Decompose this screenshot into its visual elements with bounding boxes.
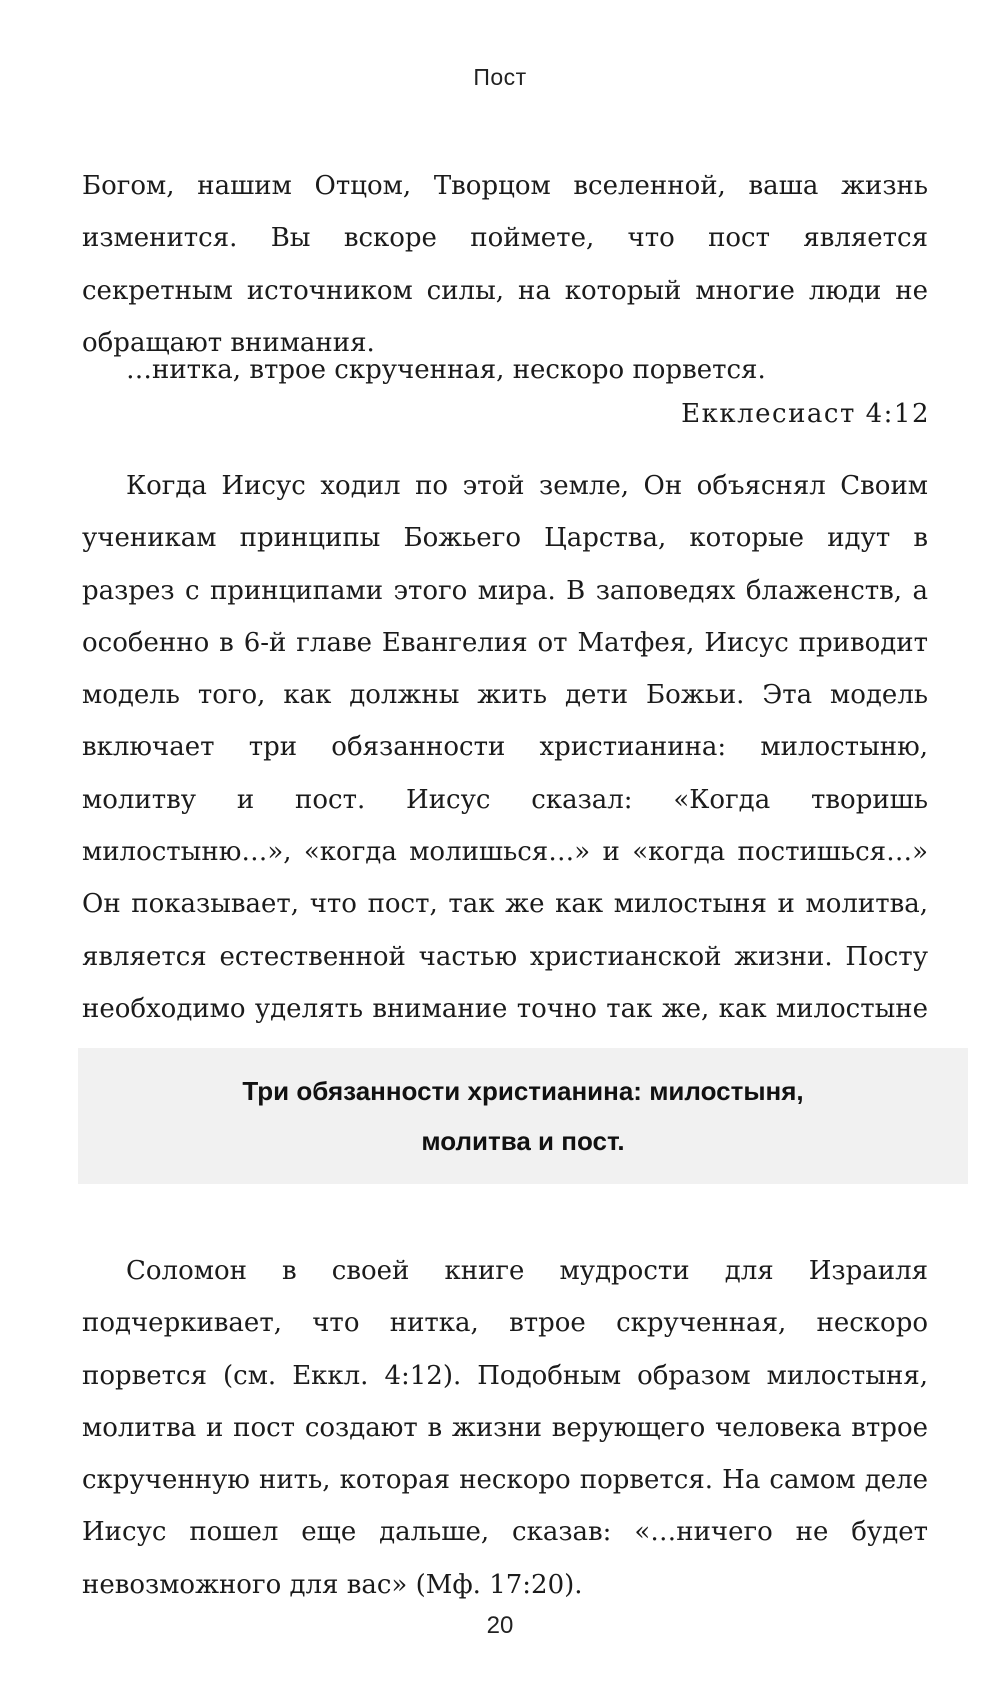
epigraph-quote: …нитка, втрое скрученная, нескоро порвется. xyxy=(126,355,766,385)
body-paragraph-1: Богом, нашим Отцом, Творцом вселенной, ваша жизнь изменится. Вы вскоре поймете, что пост является секретным источником силы, на который многие люди не обращают внимания. xyxy=(82,171,928,358)
body-paragraph-3: Соломон в своей книге мудрости для Израиля подчеркивает, что нитка, втрое скрученная, нескоро порвется (см. Еккл. 4:12). Подобным образом милостыня, молитва и пост создают в жизни верующего человека втрое скрученную нить, которая нескоро порвется. На самом деле Иисус пошел еще дальше, сказав: «…ничего не будет невозможного для вас» (Мф. 17:20). xyxy=(82,1256,928,1600)
body-paragraph-2: Когда Иисус ходил по этой земле, Он объяснял Своим ученикам принципы Божьего Царства, которые идут в разрез с принципами этого мира. В заповедях блаженств, а особенно в 6-й главе Евангелия от Матфея, Иисус приводит модель того, как должны жить дети Божьи. Эта модель включает три обязанности христианина: милостыню, молитву и пост. Иисус сказал: «Когда творишь милостыню…», «когда молишься…» и «когда постишься…» Он показывает, что пост, так же как милостыня и молитва, является естественной частью христианской жизни. Посту необходимо уделять внимание точно так же, как милостыне xyxy=(82,471,928,1024)
callout-box xyxy=(78,1048,968,1184)
running-head-title: Пост xyxy=(473,64,527,90)
epigraph-source: Екклесиаст 4:12 xyxy=(681,399,930,429)
page-number: 20 xyxy=(486,1612,514,1639)
callout-line-1: Три обязанности христианина: милостыня, xyxy=(242,1076,804,1106)
callout-line-2: молитва и пост. xyxy=(421,1126,625,1156)
